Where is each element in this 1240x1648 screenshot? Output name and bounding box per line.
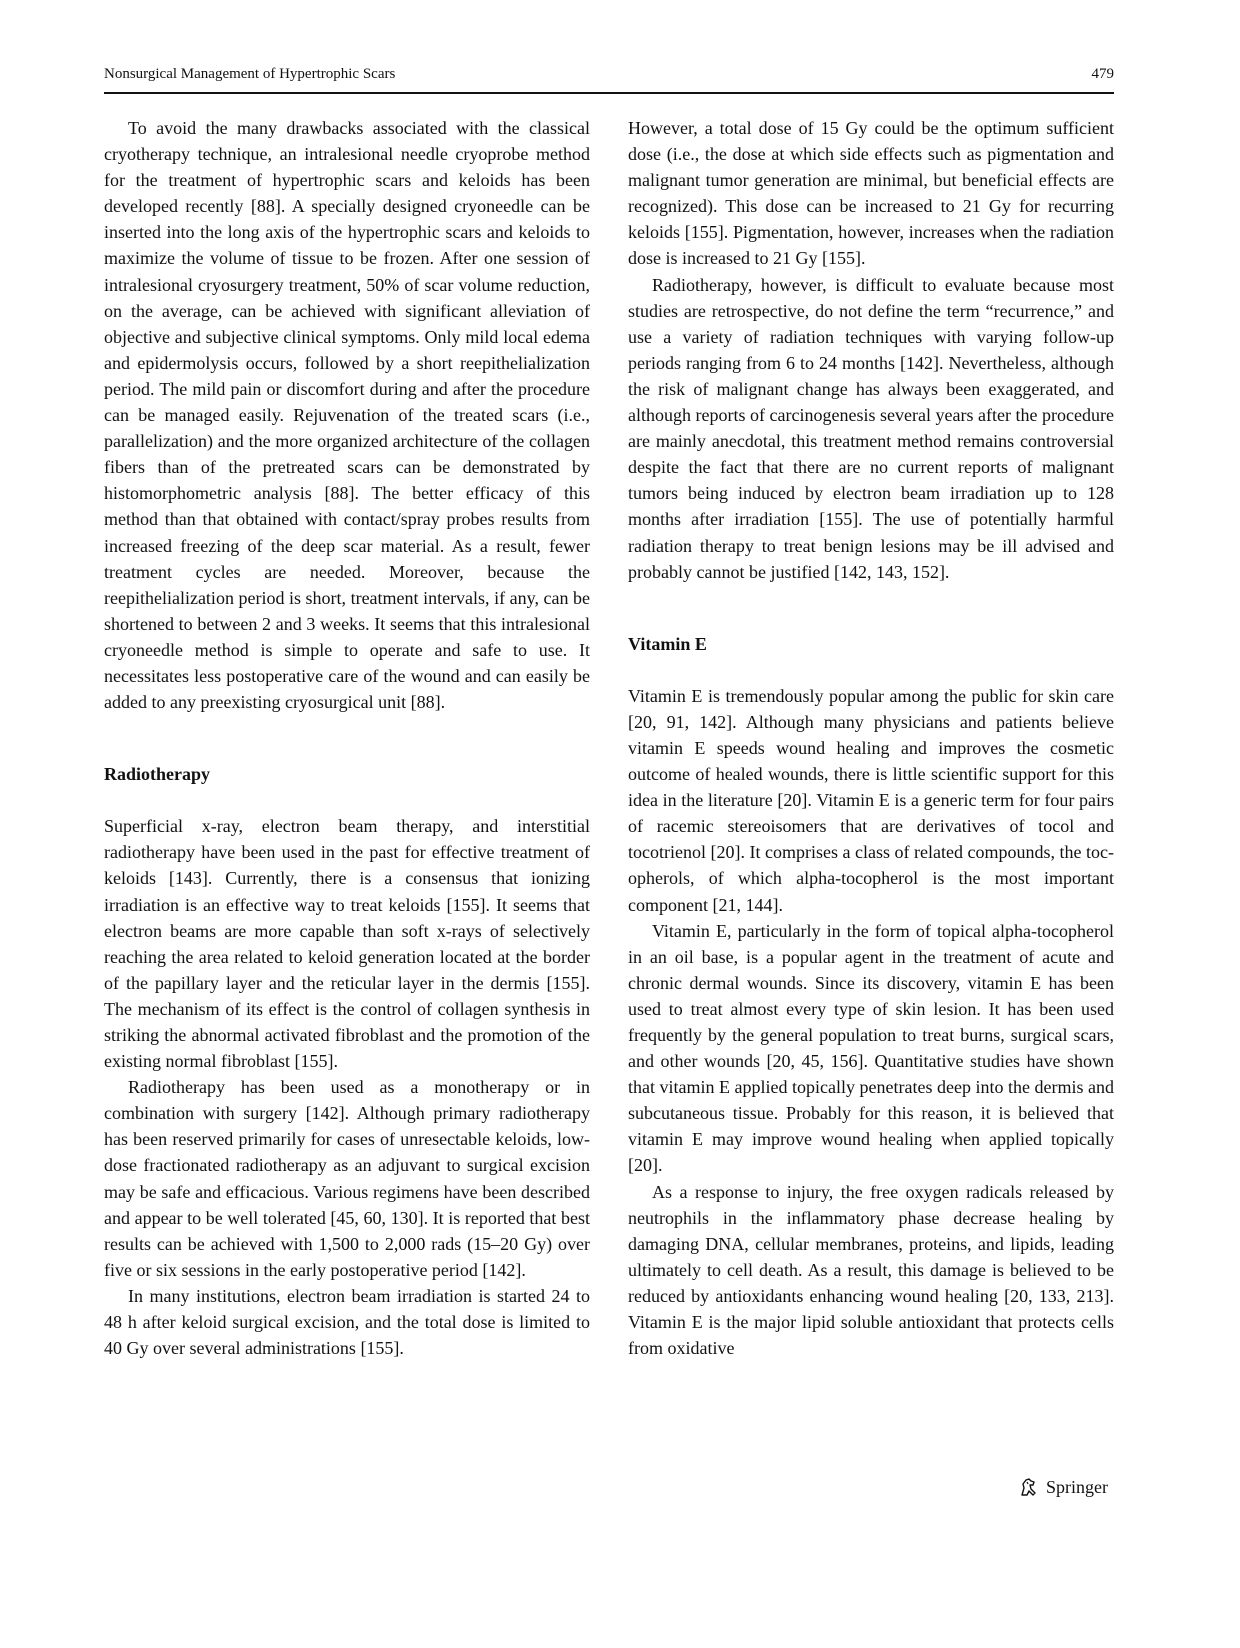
right-column bbox=[628, 115, 1114, 1361]
paragraph: Superficial x-ray, electron beam therapy, and interstitial radiotherapy have been used in the past for effective treatment of keloids [143]. Currently, there is a consensus that ionizing irradiation is an effective way to treat keloids [155]. It seems that electron beams are more capable than soft x-rays of selectively reaching the area related to keloid generation located at the border of the papillary layer and the reticular layer in the dermis [155]. The mechanism of its effect is the control of collagen synthesis in striking the abnormal activated fibroblast and the promotion of the existing normal fibroblast [155]. bbox=[104, 816, 590, 1072]
page-number: 479 bbox=[1091, 66, 1114, 82]
paragraph: Vitamin E, particularly in the form of topical alpha-tocopherol in an oil base, is a popular agent in the treatment of acute and chronic dermal wounds. Since its discovery, vitamin E has been used to treat almost every type of skin lesion. It has been used frequently by the general population to treat burns, surgical scars, and other wounds [20, 45, 156]. Quantitative studies have shown that vitamin E applied topically penetrates deep into the dermis and subcutaneous tissue. Probably for this reason, it is believed that vitamin E may improve wound healing when applied topically [20]. bbox=[628, 920, 1114, 1176]
paragraph: Vitamin E is tremendously popular among the public for skin care [20, 91, 142]. Although many physicians and patients believe vitamin E speeds wound healing and improves the cosmetic outcome of healed wounds, there is little scientific support for this idea in the literature [20]. Vitamin E is a generic term for four pairs of racemic stereoisomers that are derivatives of tocol and tocotrienol [20]. It comprises a class of related compounds, the tocopherols, of which alpha-tocopherol is the most important component [21, 144]. bbox=[628, 685, 1114, 915]
paragraph: Radiotherapy, however, is difficult to evaluate because most studies are retrospective, do not define the term “recurrence,” and use a variety of radiation techniques with varying follow-up periods ranging from 6 to 24 months [142]. Nevertheless, although the risk of malignant change has always been exaggerated, and although reports of carcinogenesis several years after the procedure are mainly anecdotal, this treatment method remains controversial despite the fact that there are no current reports of malignant tumors being induced by electron beam irradiation up to 128 months after irradiation [155]. The use of potentially harmful radiation therapy to treat benign lesions may be ill advised and probably cannot be justified [142, 143, 152]. bbox=[628, 274, 1114, 582]
paragraph: To avoid the many drawbacks associated with the classical cryotherapy technique, an intralesional needle cryoprobe method for the treatment of hypertrophic scars and keloids has been developed recently [88]. A specially designed cryoneedle can be inserted into the long axis of the hypertrophic scars and keloids to maximize the volume of tissue to be frozen. After one session of intralesional cryosurgery treatment, 50% of scar volume reduction, on the average, can be achieved with significant alleviation of objective and subjective clinical symptoms. Only mild local edema and epidermolysis occurs, followed by a short reepithelialization period. The mild pain or discomfort during and after the procedure can be managed easily. Rejuvenation of the treated scars (i.e., parallelization) and the more organized architecture of the collagen fibers than of the pretreated scars can be demonstrated by histomorphometric analysis [88]. The better efficacy of this method than that obtained with contact/spray probes results from increased freezing of the deep scar material. As a result, fewer treatment cycles are needed. Moreover, because the reepithelialization period is short, treatment intervals, if any, can be shortened to between 2 and 3 weeks. It seems that this intralesional cryoneedle method is simple to operate and safe to use. It necessitates less postoperative care of the wound and can easily be added to any preexisting cryosurgical unit [88]. bbox=[104, 118, 590, 713]
header-rule bbox=[104, 92, 1114, 94]
section-heading-vitamin-e: Vitamin E bbox=[628, 633, 707, 654]
running-head bbox=[104, 66, 1114, 83]
left-column bbox=[104, 115, 590, 1361]
paragraph: However, a total dose of 15 Gy could be the optimum sufficient dose (i.e., the dose at which side effects such as pigmentation and malignant tumor generation are minimal, but beneficial effects are recognized). This dose can be increased to 21 Gy for recurring keloids [155]. Pigmentation, however, increases when the radiation dose is increased to 21 Gy [155]. bbox=[628, 118, 1114, 269]
section-heading-radiotherapy: Radiotherapy bbox=[104, 764, 211, 785]
publisher-logo bbox=[1018, 1476, 1108, 1498]
paragraph: Radiotherapy has been used as a monotherapy or in combination with surgery [142]. Although primary radiotherapy has been reserved primarily for cases of unresectable keloids, low-dose fractionated radiotherapy as an adjuvant to surgical excision may be safe and efficacious. Various regimens have been described and appear to be well tolerated [45, 60, 130]. It is reported that best results can be achieved with 1,500 to 2,000 rads (15–20 Gy) over five or six sessions in the early postoperative period [142]. bbox=[104, 1077, 590, 1280]
paragraph: In many institutions, electron beam irradiation is started 24 to 48 h after keloid surgical excision, and the total dose is limited to 40 Gy over several administrations [155]. bbox=[104, 1285, 590, 1359]
running-title: Nonsurgical Management of Hypertrophic Scars bbox=[104, 66, 396, 82]
springer-horse-icon bbox=[1018, 1476, 1040, 1498]
paragraph: As a response to injury, the free oxygen radicals released by neutrophils in the inflammatory phase decrease healing by damaging DNA, cellular membranes, proteins, and lipids, leading ultimately to cell death. As a result, this damage is believed to be reduced by antioxidants enhancing wound healing [20, 133, 213]. Vitamin E is the major lipid soluble antioxidant that protects cells from oxidative bbox=[628, 1181, 1114, 1359]
publisher-name: Springer bbox=[1046, 1476, 1108, 1497]
